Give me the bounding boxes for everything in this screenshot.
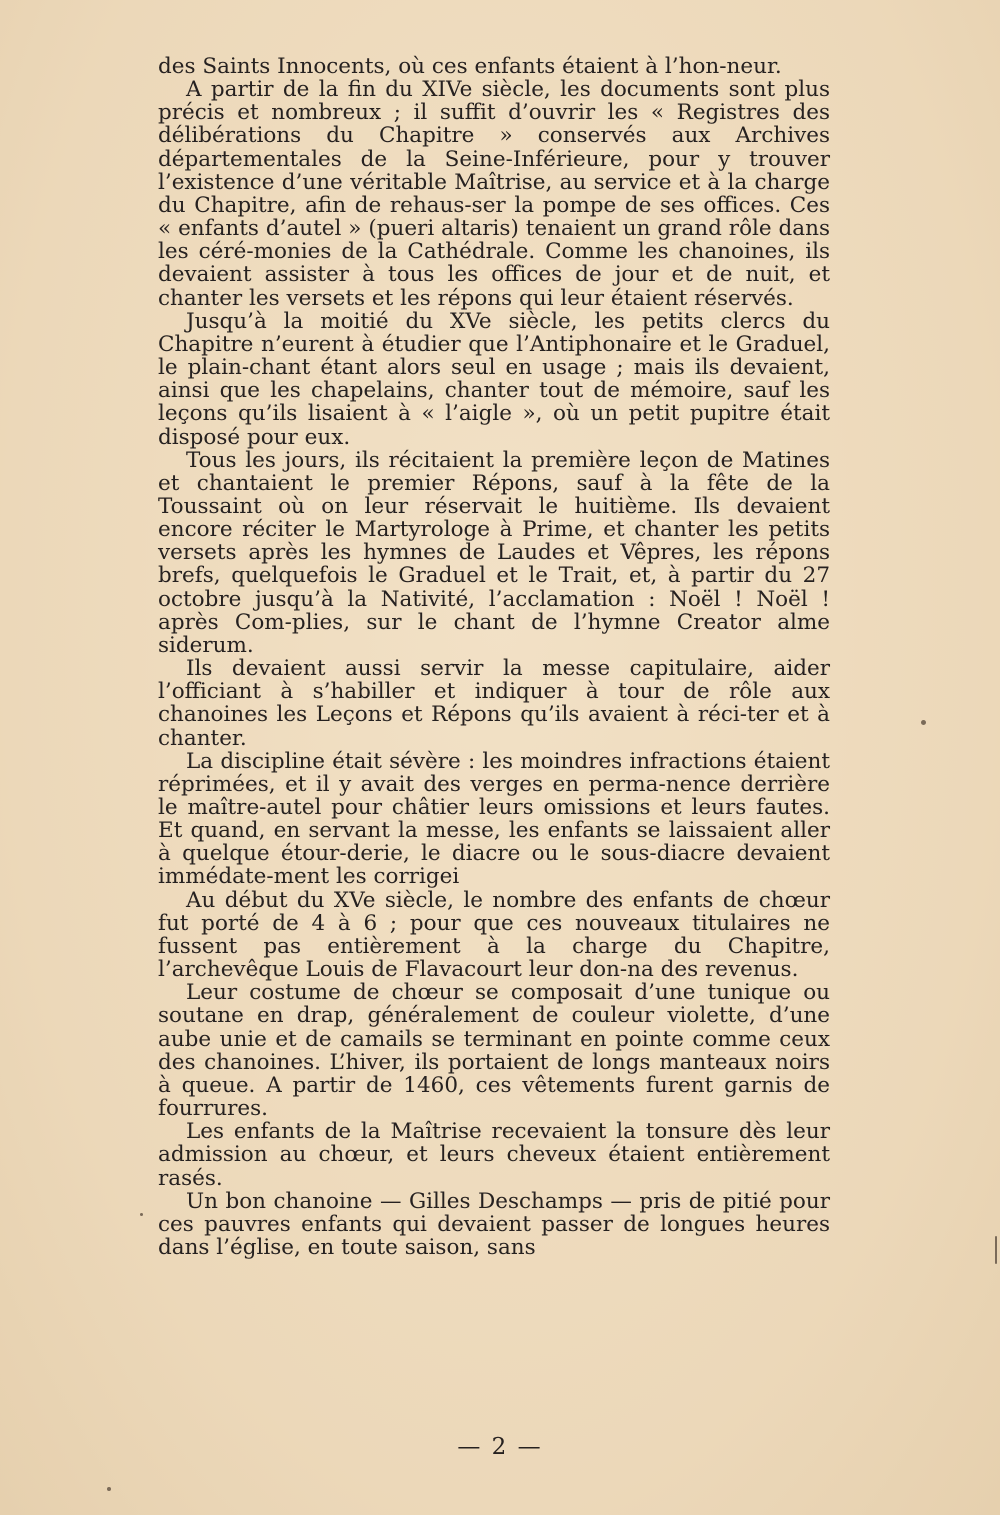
page-number: — 2 —: [457, 1434, 543, 1460]
paragraph: Tous les jours, ils récitaient la première leçon de Matines et chantaient le premier Répons, sauf à la fête de la Toussaint où on leur réservait le huitième. Ils devaient encore réciter le Martyrologe à Prime, et chanter les petits versets après les hymnes de Laudes et Vêpres, les répons brefs, quelquefois le Graduel et le Trait, et, à partir du 27 octobre jusqu’à la Nativité, l’acclamation : Noël ! Noël ! après Com-plies, sur le chant de l’hymne Creator alme siderum.: [158, 447, 830, 658]
paragraph: Jusqu’à la moitié du XVe siècle, les petits clercs du Chapitre n’eurent à étudier que l’Antiphonaire et le Graduel, le plain-chant étant alors seul en usage ; mais ils devaient, ainsi que les chapelains, chanter tout de mémoire, sauf les leçons qu’ils lisaient à « l’aigle », où un petit pupitre était disposé pour eux.: [158, 308, 830, 450]
paragraph: des Saints Innocents, où ces enfants étaient à l’hon-neur.: [158, 54, 782, 79]
paragraph: La discipline était sévère : les moindres infractions étaient réprimées, et il y avait des verges en perma-nence derrière le maître-autel pour châtier leurs omissions et leurs fautes. Et quand, en servant la messe, les enfants se laissaient aller à quelque étour-derie, le diacre ou le sous-diacre devaient immédate-ment les corrigei: [158, 748, 830, 890]
paragraph: Ils devaient aussi servir la messe capitulaire, aider l’officiant à s’habiller et indiquer à tour de rôle aux chanoines les Leçons et Répons qu’ils avaient à réci-ter et à chanter.: [158, 656, 830, 751]
paper-speck: [140, 1213, 143, 1216]
paper-speck: [107, 1487, 111, 1491]
paragraph: Un bon chanoine — Gilles Deschamps — pris de pitié pour ces pauvres enfants qui devaient passer de longues heures dans l’église, en toute saison, sans: [158, 1188, 830, 1260]
paper-speck: [921, 720, 926, 725]
paragraph: Leur costume de chœur se composait d’une tunique ou soutane en drap, généralement de couleur violette, d’une aube unie et de camails se terminant en pointe comme ceux des chanoines. L’hiver, ils portaient de longs manteaux noirs à queue. A partir de 1460, ces vêtements furent garnis de fourrures.: [158, 980, 830, 1122]
paragraph: Au début du XVe siècle, le nombre des enfants de chœur fut porté de 4 à 6 ; pour que ces nouveaux titulaires ne fussent pas entièrement à la charge du Chapitre, l’archevêque Louis de Flavacourt leur don-na des revenus.: [158, 887, 830, 983]
paper-speck: [995, 1236, 997, 1264]
paragraph: A partir de la fin du XIVe siècle, les documents sont plus précis et nombreux ; il suffit d’ouvrir les « Registres des délibérations du Chapitre » conservés aux Archives départementales de la Seine-Inférieure, pour y trouver l’existence d’une véritable Maîtrise, au service et à la charge du Chapitre, afin de rehaus-ser la pompe de ses offices. Ces « enfants d’autel » (pueri altaris) tenaient un grand rôle dans les céré-monies de la Cathédrale. Comme les chanoines, ils devaient assister à tous les offices de jour et de nuit, et chanter les versets et les répons qui leur étaient réservés.: [158, 77, 830, 311]
body-text: [158, 55, 830, 1259]
paragraph: Les enfants de la Maîtrise recevaient la tonsure dès leur admission au chœur, et leurs cheveux étaient entièrement rasés.: [158, 1119, 830, 1191]
